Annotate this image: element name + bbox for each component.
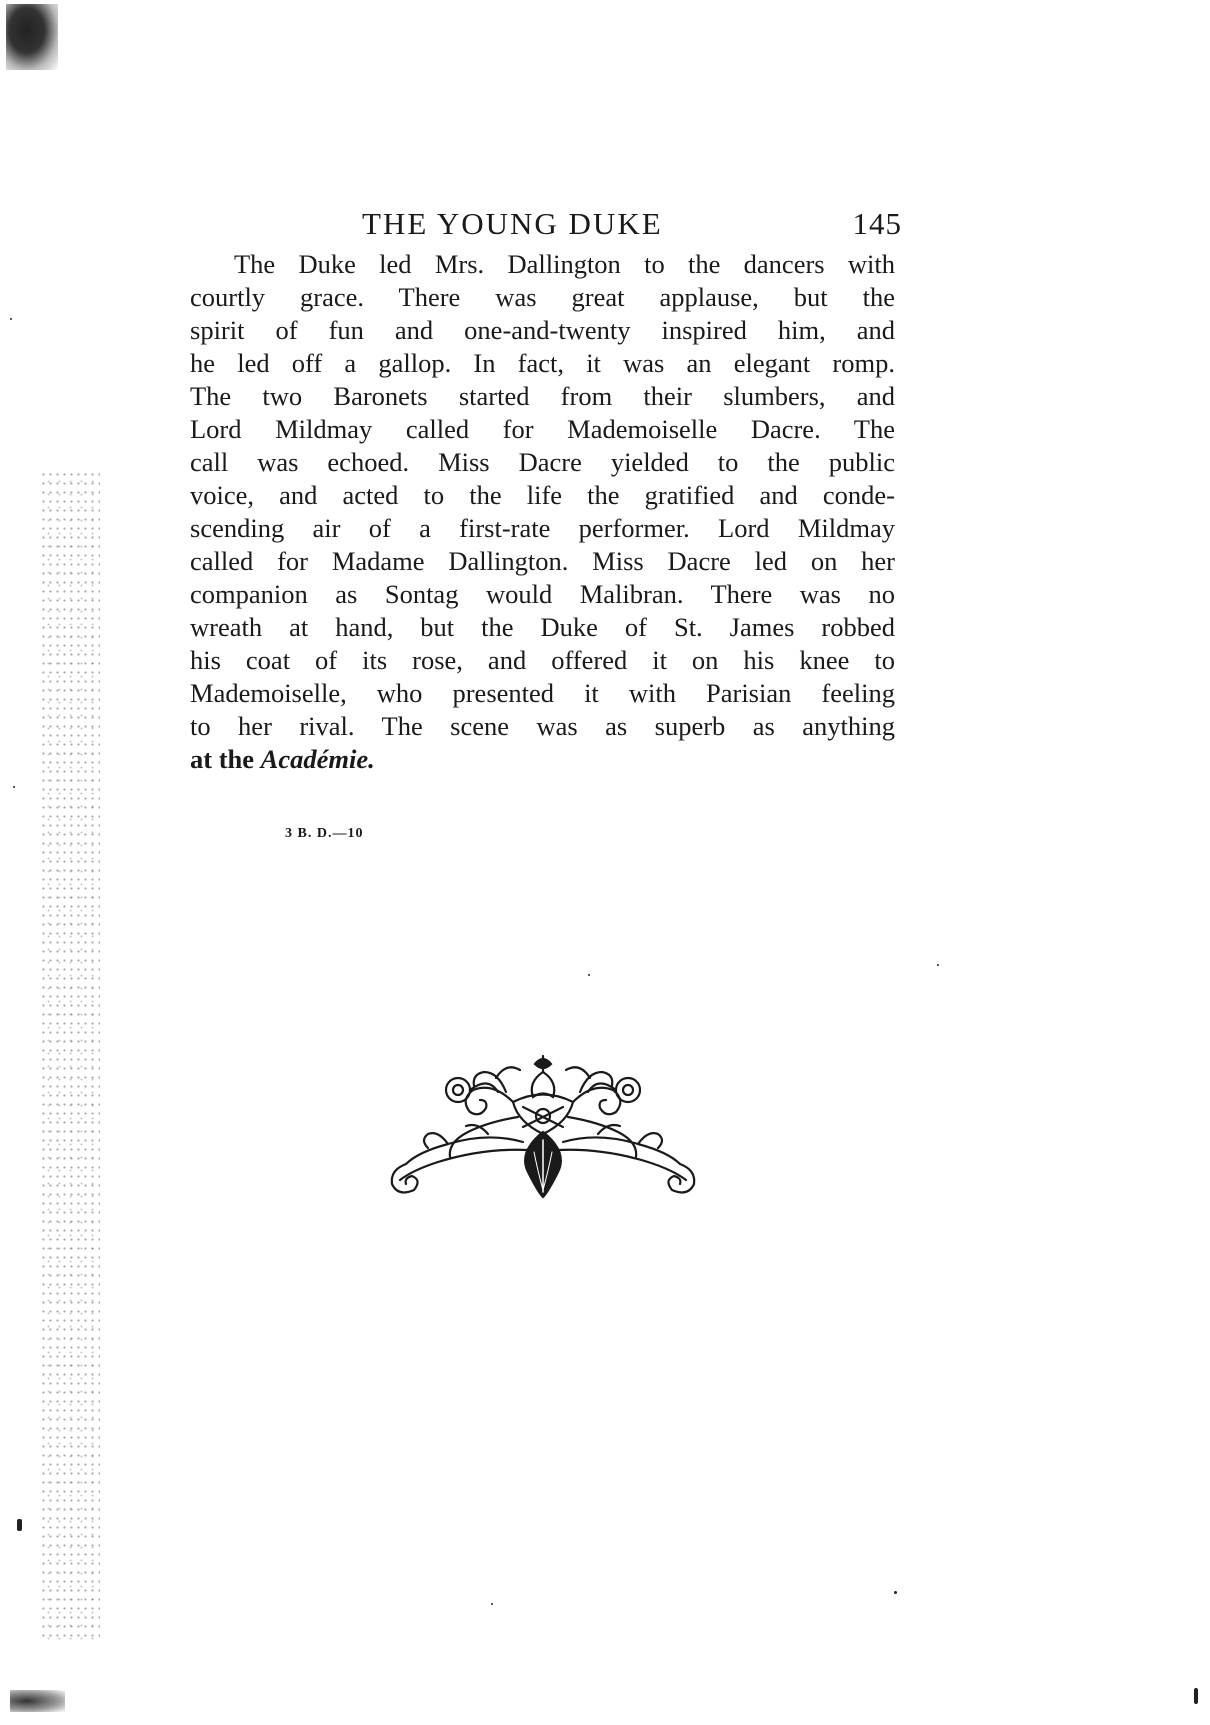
text-line-last bbox=[190, 743, 895, 776]
signature-mark: 3 B. D.—10 bbox=[285, 826, 364, 841]
text-line: call was echoed. Miss Dacre yielded to the public bbox=[190, 447, 895, 477]
scan-speck bbox=[894, 1591, 897, 1594]
scan-speck bbox=[13, 786, 15, 788]
scan-blot bbox=[10, 1690, 65, 1712]
running-head bbox=[190, 206, 902, 246]
body-paragraph bbox=[190, 248, 895, 776]
text-line: wreath at hand, but the Duke of St. James robbed bbox=[190, 612, 895, 642]
text-line: voice, and acted to the life the gratified and conde- bbox=[190, 480, 895, 510]
running-title: THE YOUNG DUKE bbox=[362, 206, 663, 241]
text-line: The two Baronets started from their slumbers, and bbox=[190, 381, 895, 411]
text-line: courtly grace. There was great applause, but the bbox=[190, 282, 895, 312]
scan-speck bbox=[491, 1603, 493, 1605]
last-line-prefix: at the bbox=[190, 744, 261, 774]
scan-blot bbox=[6, 4, 58, 70]
scan-speck bbox=[17, 1519, 22, 1531]
text-line: scending air of a first-rate performer. Lord Mildmay bbox=[190, 513, 895, 543]
page-number: 145 bbox=[852, 206, 902, 241]
text-line: called for Madame Dallington. Miss Dacre led on her bbox=[190, 546, 895, 576]
scan-speck bbox=[588, 974, 590, 976]
scan-speck bbox=[1194, 1688, 1198, 1704]
floral-tailpiece-ornament-icon bbox=[388, 1052, 698, 1200]
academie-italic: Académie. bbox=[260, 744, 375, 774]
text-line: The Duke led Mrs. Dallington to the dancers with bbox=[234, 249, 895, 279]
text-line: spirit of fun and one-and-twenty inspired him, and bbox=[190, 315, 895, 345]
scan-speck bbox=[10, 318, 12, 320]
text-line: Lord Mildmay called for Mademoiselle Dacre. The bbox=[190, 414, 895, 444]
text-line: to her rival. The scene was as superb as anything bbox=[190, 711, 895, 741]
text-line: he led off a gallop. In fact, it was an elegant romp. bbox=[190, 348, 895, 378]
scan-speck bbox=[937, 964, 939, 966]
scan-margin-noise bbox=[40, 470, 100, 1640]
text-line: his coat of its rose, and offered it on his knee to bbox=[190, 645, 895, 675]
text-line: Mademoiselle, who presented it with Parisian feeling bbox=[190, 678, 895, 708]
text-line: companion as Sontag would Malibran. There was no bbox=[190, 579, 895, 609]
